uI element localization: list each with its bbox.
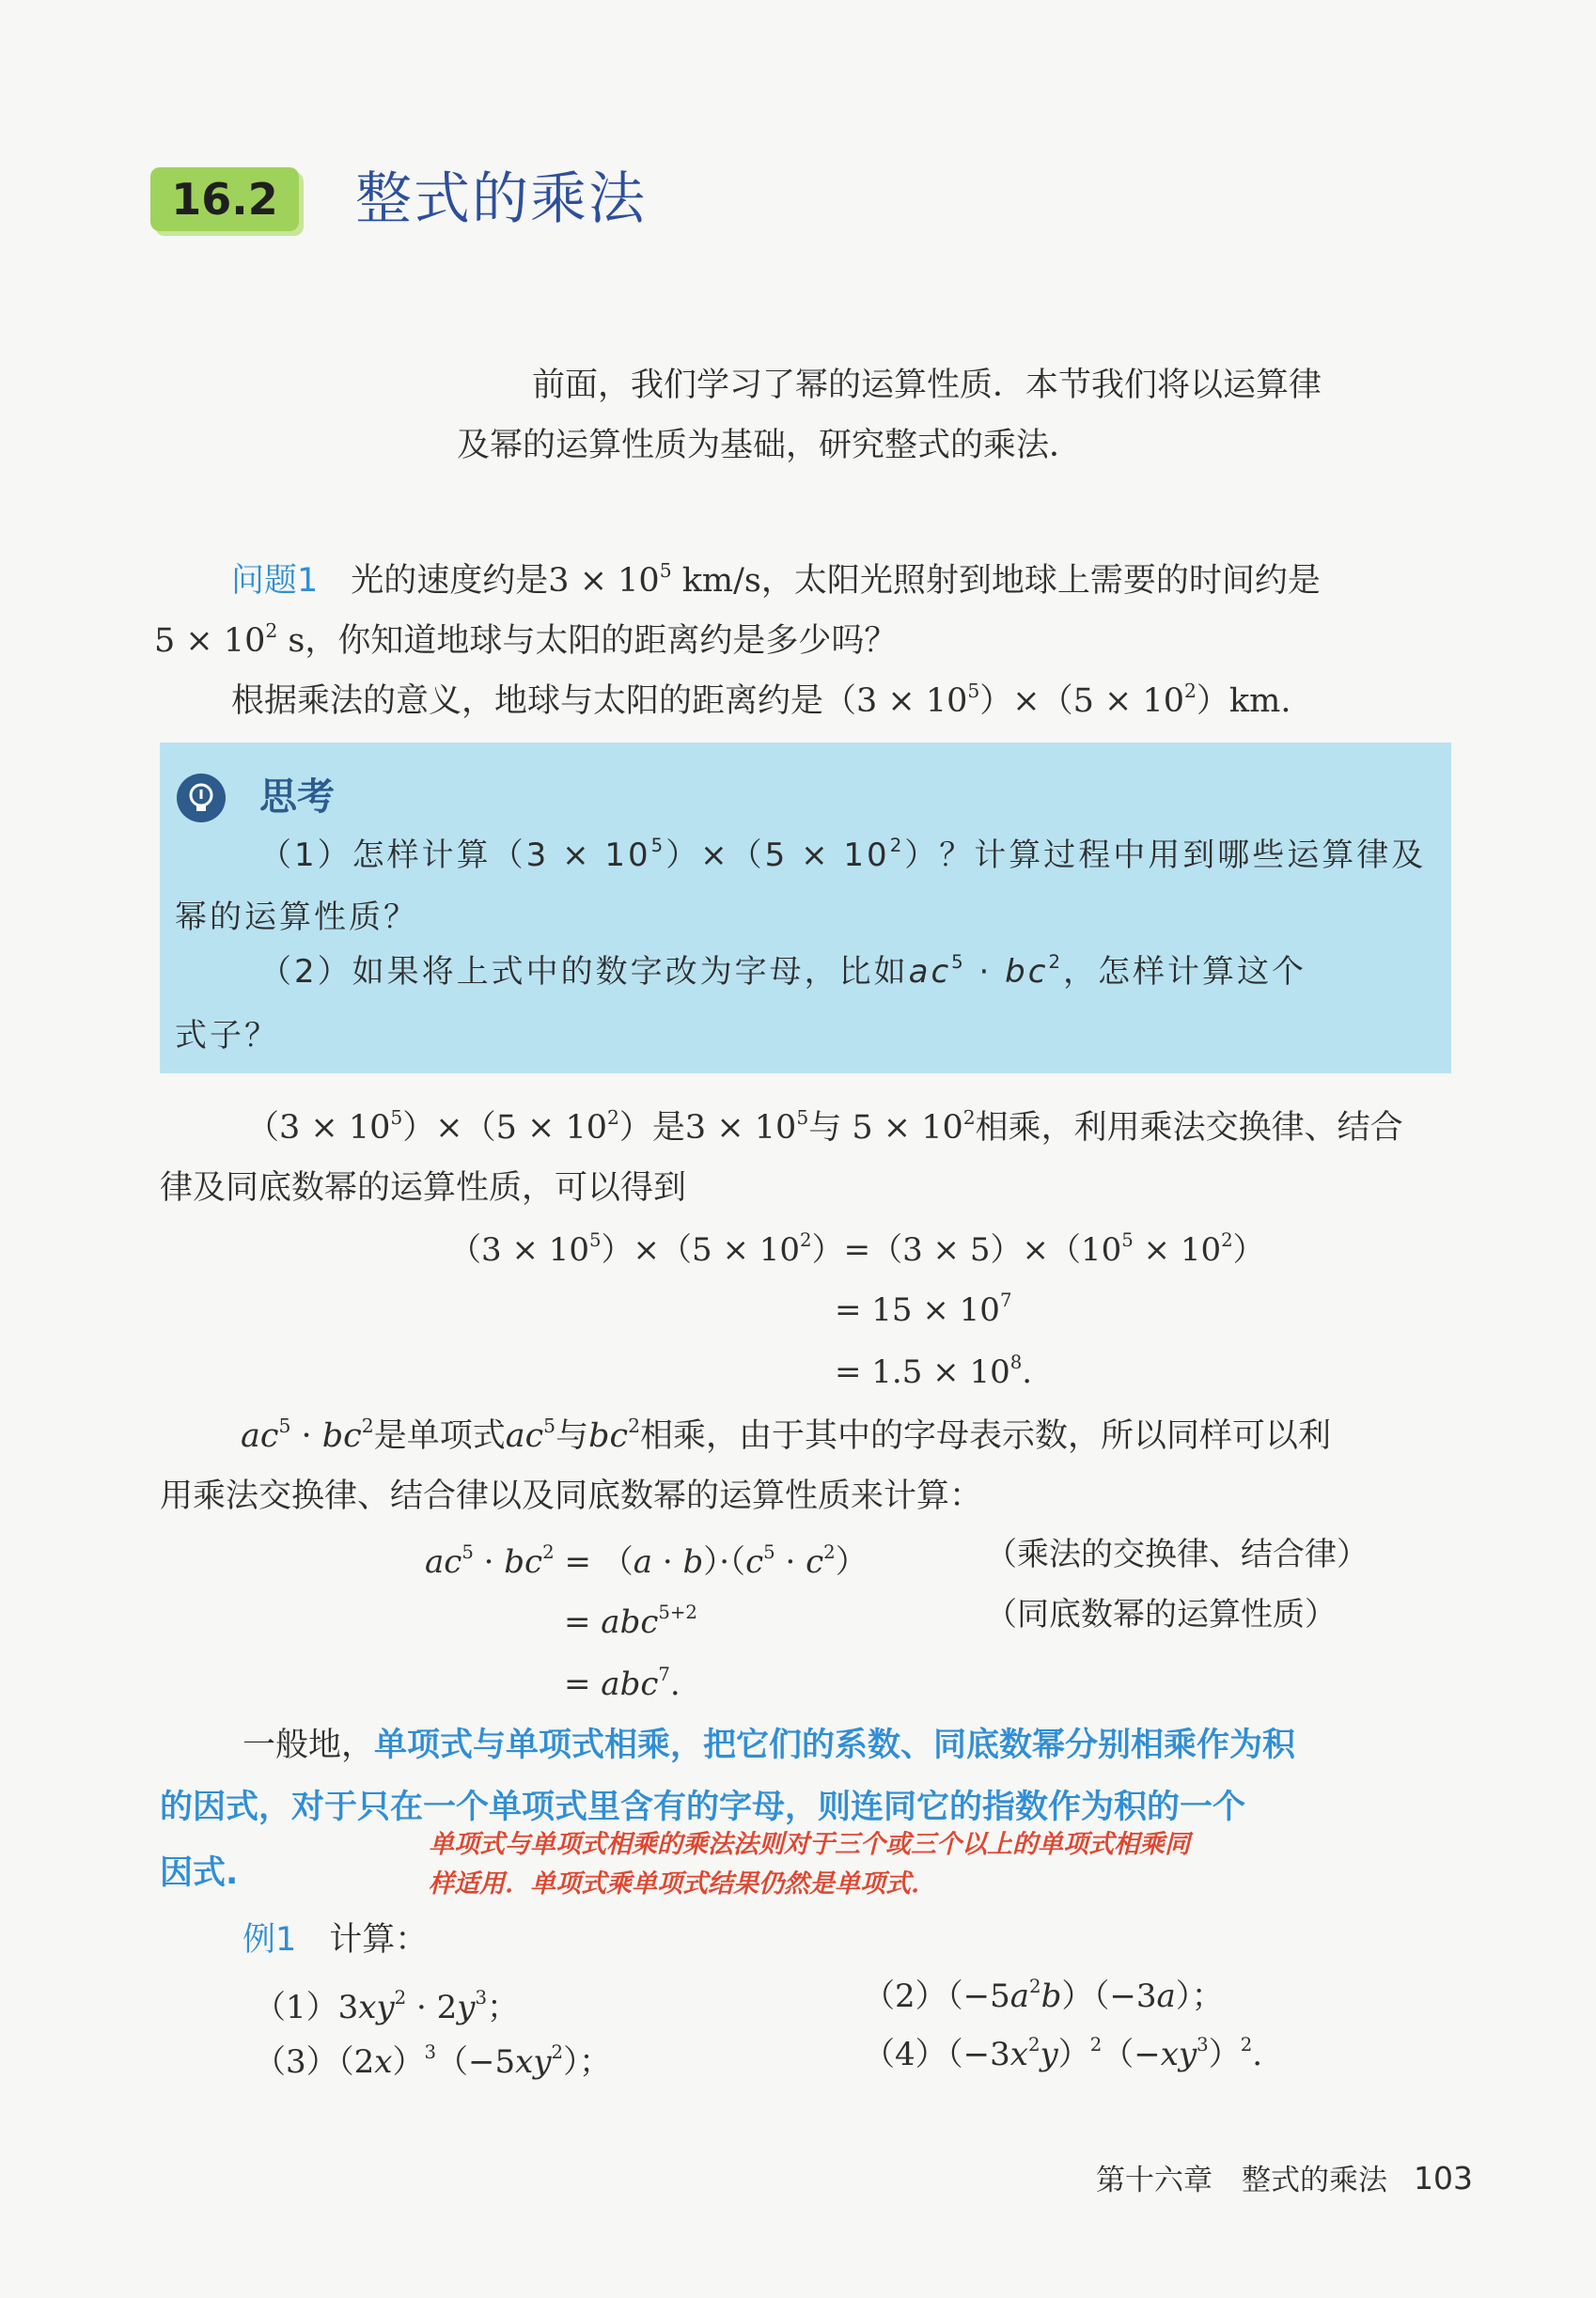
item-number: （2） (863, 1978, 947, 2015)
exponent: 3 (1197, 2034, 1209, 2056)
page-number: 103 (1414, 2160, 1473, 2196)
variable: bc (588, 1417, 629, 1455)
text: ）=（3 × 5）×（10 (811, 1231, 1122, 1269)
solution2-line-1 (241, 1408, 1331, 1464)
text: 相乘，由于其中的字母表示数，所以同样可以利 (640, 1417, 1332, 1455)
exponent: 5 (278, 1414, 291, 1437)
text: （−5 (947, 1978, 1010, 2015)
text: · (473, 1543, 505, 1581)
exponent: 2 (1029, 1976, 1041, 1998)
exponent: 5 (390, 1105, 403, 1129)
text: 相乘，利用乘法交换律、结合 (975, 1109, 1403, 1147)
solution1-equation-2 (835, 1282, 1011, 1338)
lightbulb-head-icon-svg (177, 774, 226, 822)
text: . (669, 1665, 681, 1703)
text: 是单项式 (373, 1417, 506, 1455)
think-question-1 (259, 827, 1426, 883)
text: · (965, 953, 1006, 991)
text: · (775, 1543, 806, 1581)
text: （2）如果将上式中的数字改为字母，比如 (259, 953, 909, 991)
exponent: 2 (823, 1541, 836, 1564)
text: . (1252, 2036, 1263, 2073)
exponent: 5 (659, 558, 672, 582)
text: ，怎样计算这个 (1062, 953, 1307, 991)
solution1-line-2: 律及同底数幂的运算性质，可以得到 (160, 1169, 687, 1207)
exponent: 7 (999, 1290, 1012, 1312)
text: 光的速度约是3 × 10 (351, 562, 660, 600)
text: = （ (554, 1543, 634, 1581)
exponent: 2 (889, 835, 905, 857)
rule-line-1 (243, 1714, 1295, 1776)
variable: a (633, 1543, 653, 1581)
item-number: （3） (254, 2043, 338, 2081)
text: ）·（ (703, 1543, 746, 1581)
text: ）×（5 × 10 (601, 1231, 801, 1269)
example1-heading (243, 1912, 428, 1968)
exponent: 2 (962, 1105, 976, 1129)
text: （−5 (436, 2043, 516, 2081)
text: ） (835, 1543, 868, 1581)
lightbulb-head-icon (177, 774, 226, 822)
text: = (564, 1603, 602, 1641)
variable: c (745, 1543, 764, 1581)
exponent: 5 (763, 1541, 775, 1564)
variable: bc (1005, 953, 1049, 991)
text: ） (1057, 2036, 1090, 2073)
variable: bc (504, 1543, 543, 1581)
text: ； (487, 1989, 520, 2026)
exponent: 2 (394, 1987, 407, 2009)
exponent: 5 (967, 679, 980, 702)
problem1-answer (231, 673, 1291, 729)
variable: abc (601, 1603, 659, 1641)
variable: x (1009, 2036, 1028, 2073)
exponent: 7 (658, 1664, 670, 1686)
text: · (652, 1543, 683, 1581)
problem1-line-1 (231, 553, 1321, 609)
solution2-equation-2 (564, 1594, 697, 1650)
solution2-line-2: 用乘法交换律、结合律以及同底数幂的运算性质来计算： (160, 1477, 983, 1515)
text: 单项式与单项式相乘，把它们的系数、同底数幂分别相乘作为积 (374, 1727, 1296, 1764)
variable: ac (241, 1417, 279, 1455)
exponent: 5 (1121, 1229, 1134, 1252)
variable: y (457, 1989, 476, 2026)
exponent: 2 (800, 1229, 812, 1252)
exponent: 5 (650, 835, 666, 857)
text: （3 × 10 (246, 1109, 391, 1147)
text: ）（−3 (1061, 1978, 1157, 2015)
text: ）； (1175, 1978, 1224, 2015)
variable: xy (515, 2043, 552, 2081)
rule-line-2: 的因式，对于只在一个单项式里含有的字母，则连同它的指数作为积的一个 (160, 1789, 1246, 1826)
exponent: 3 (424, 2041, 437, 2064)
handwritten-note-line-2: 样适用．单项式乘单项式结果仍然是单项式． (429, 1869, 936, 1899)
text: 计算： (329, 1921, 429, 1959)
text: 与 (555, 1417, 589, 1455)
exponent: 3 (475, 1987, 488, 2009)
variable: a (1156, 1978, 1176, 2015)
text: （1）怎样计算（3 × 10 (259, 836, 651, 874)
text: ）； (563, 2043, 612, 2081)
exponent: 2 (1048, 951, 1063, 974)
text: ）×（5 × 10 (402, 1109, 608, 1147)
exponent: 5+2 (658, 1602, 697, 1624)
think-question-2-cont: 式子？ (175, 1017, 279, 1055)
variable: b (682, 1543, 704, 1581)
text: · 2 (406, 1989, 458, 2026)
exponent: 2 (1089, 2034, 1103, 2056)
example1-item-4 (863, 2026, 1262, 2083)
text: km/s，太阳光照射到地球上需要的时间约是 (671, 562, 1321, 600)
think-question-2 (259, 944, 1307, 1000)
problem1-label: 问题1 (231, 562, 319, 600)
section-title: 整式的乘法 (355, 166, 647, 232)
exponent: 2 (1027, 2034, 1041, 2056)
text: × 10 (1133, 1231, 1222, 1269)
text: 根据乘法的意义，地球与太阳的距离约是（3 × 10 (231, 682, 968, 720)
text: = (564, 1665, 602, 1703)
item-number: （1） (254, 1989, 338, 2026)
variable: xy (1160, 2036, 1197, 2073)
rule-lead: 一般地， (243, 1727, 375, 1764)
text: 5 × 10 (154, 622, 266, 660)
example1-item-1 (254, 1979, 519, 2036)
variable: bc (321, 1417, 362, 1455)
intro-line-1: 前面，我们学习了幂的运算性质．本节我们将以运算律 (532, 367, 1322, 404)
example1-item-2 (863, 1968, 1224, 2024)
text: 与 5 × 10 (808, 1109, 963, 1147)
exponent: 2 (551, 2041, 564, 2064)
text: ） (392, 2043, 425, 2081)
variable: ac (425, 1543, 462, 1581)
solution1-equation-3 (835, 1344, 1032, 1400)
variable: xy (358, 1989, 395, 2026)
text: ） (1232, 1231, 1265, 1269)
text: ）是3 × 10 (618, 1109, 797, 1147)
exponent: 5 (543, 1414, 556, 1437)
solution1-equation-1 (449, 1222, 1265, 1278)
exponent: 5 (462, 1541, 474, 1564)
text: . (1022, 1353, 1033, 1391)
text: ） (1208, 2036, 1241, 2073)
variable: ac (505, 1417, 544, 1455)
text: （−3 (947, 2036, 1010, 2073)
exponent: 2 (265, 618, 278, 642)
exponent: 2 (542, 1541, 555, 1564)
text: = 15 × 10 (835, 1291, 1000, 1329)
exponent: 5 (951, 951, 966, 974)
intro-line-2: 及幂的运算性质为基础，研究整式的乘法． (457, 427, 1083, 464)
item-number: （4） (863, 2036, 947, 2073)
exponent: 5 (796, 1105, 809, 1129)
problem1-line-2 (154, 613, 897, 669)
variable: a (1009, 1978, 1030, 2015)
exponent: 2 (1240, 2034, 1253, 2056)
variable: b (1041, 1978, 1062, 2015)
exponent: 8 (1009, 1352, 1023, 1374)
text: （− (1102, 2036, 1161, 2073)
text: · (290, 1417, 322, 1455)
exponent: 2 (628, 1414, 641, 1437)
exponent: 2 (1184, 679, 1197, 702)
solution1-line-1 (246, 1100, 1403, 1156)
text: ）×（5 × 10 (665, 836, 890, 874)
solution2-reason-2: （同底数幂的运算性质） (985, 1596, 1337, 1634)
text: = 1.5 × 10 (835, 1353, 1010, 1391)
text: （3 × 10 (449, 1231, 589, 1269)
text: ）km. (1196, 682, 1291, 720)
solution2-equation-3 (564, 1656, 681, 1712)
text: 3 (337, 1989, 359, 2026)
exponent: 2 (1221, 1229, 1233, 1252)
example1-item-3 (254, 2034, 611, 2090)
exponent: 5 (589, 1229, 602, 1252)
solution2-reason-1: （乘法的交换律、结合律） (985, 1536, 1369, 1573)
handwritten-note-line-1: 单项式与单项式相乘的乘法法则对于三个或三个以上的单项式相乘同 (429, 1830, 1190, 1859)
variable: ac (908, 953, 952, 991)
text: ）？计算过程中用到哪些运算律及 (904, 836, 1427, 874)
variable: y (1040, 2036, 1058, 2073)
variable: c (806, 1543, 824, 1581)
think-question-1-cont: 幂的运算性质？ (175, 899, 418, 936)
text: ）×（5 × 10 (979, 682, 1185, 720)
rule-line-3: 因式. (160, 1854, 239, 1892)
footer-chapter-title: 第十六章 整式的乘法 (1096, 2164, 1387, 2197)
exponent: 2 (361, 1414, 374, 1437)
think-title: 思考 (259, 775, 335, 819)
exponent: 2 (607, 1105, 619, 1129)
example1-label: 例1 (243, 1921, 297, 1959)
section-number-badge: 16.2 (150, 167, 299, 231)
variable: x (374, 2043, 393, 2081)
text: s，你知道地球与太阳的距离约是多少吗？ (277, 622, 898, 660)
variable: abc (601, 1665, 659, 1703)
solution2-equation-1 (425, 1534, 868, 1590)
text: （2 (337, 2043, 375, 2081)
